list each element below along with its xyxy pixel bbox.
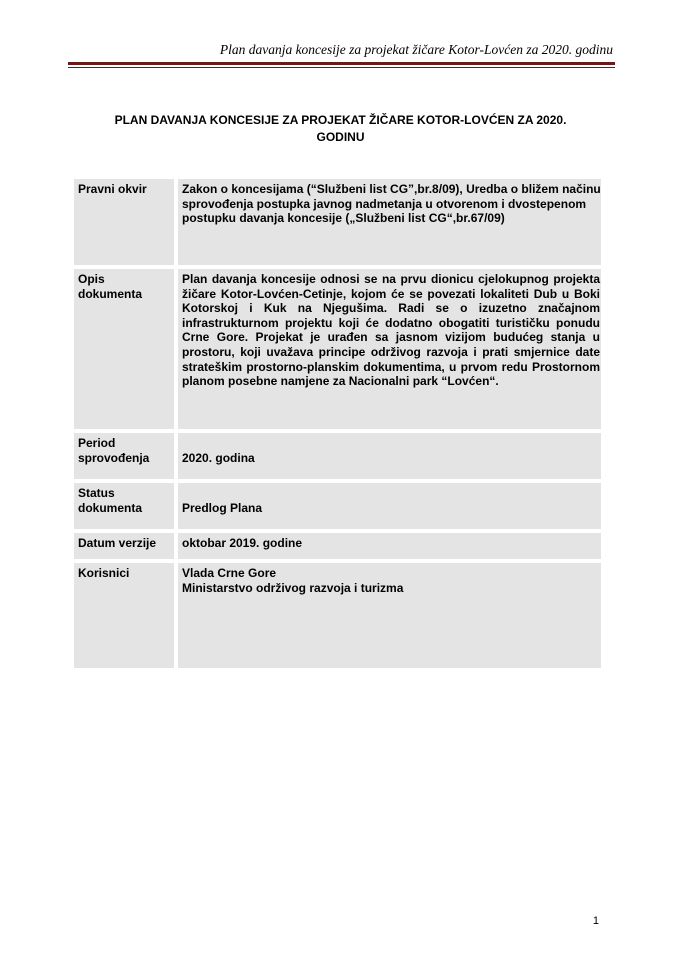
label-period-line1: Period	[78, 436, 116, 450]
value-period-sprovodjenja: 2020. godina	[178, 433, 601, 479]
value-korisnici	[178, 563, 601, 668]
label-status-line2: dokumenta	[78, 501, 143, 515]
label-korisnici: Korisnici	[74, 563, 174, 668]
document-title	[78, 112, 603, 146]
row-opis-dokumenta	[74, 269, 601, 429]
value-pravni-okvir: Zakon o koncesijama (“Službeni list CG”,br.8/09), Uredba o bližem načinu sprovođenja postupka javnog nadmetanja u otvorenom i dvostepenom postupku davanja koncesije („Službeni list CG“,br.67/09)	[178, 179, 601, 265]
row-korisnici	[74, 563, 601, 668]
value-datum-verzije: oktobar 2019. godine	[178, 533, 601, 559]
label-status-dokumenta	[74, 483, 174, 529]
document-title-line2: GODINU	[316, 130, 365, 144]
label-period-sprovodjenja	[74, 433, 174, 479]
running-header: Plan davanja koncesije za projekat žičare Kotor-Lovćen za 2020. godinu	[219, 42, 613, 57]
label-pravni-okvir: Pravni okvir	[74, 179, 174, 265]
value-opis-dokumenta: Plan davanja koncesije odnosi se na prvu dionicu cjelokupnog projekta žičare Kotor-Lovćen-Cetinje, kojom će se povezati lokaliteti Dub u Boki Kotorskoj i Kuk na Njegušima. Radi se o izuzetno značajnom infrastrukturnom projektu koji će dodatno obogatiti turističku ponudu Crne Gore. Projekat je urađen sa jasnom vizijom budućeg stanja u prostoru, koji uvažava principe održivog razvoja i prati smjernice date strateškim prostorno-planskim dokumentima, u prvom redu Prostornom planom posebne namjene za Nacionalni park “Lovćen“.	[178, 269, 601, 429]
value-korisnici-line2: Ministarstvo održivog razvoja i turizma	[182, 580, 404, 595]
row-status-dokumenta	[74, 483, 601, 529]
value-korisnici-line1: Vlada Crne Gore	[182, 566, 277, 580]
label-opis-line1: Opis	[78, 272, 105, 286]
info-table	[74, 179, 601, 672]
header-rule-thick	[68, 62, 615, 65]
label-opis-dokumenta	[74, 269, 174, 429]
label-status-line1: Status	[78, 486, 115, 500]
document-title-line1: PLAN DAVANJA KONCESIJE ZA PROJEKAT ŽIČARE KOTOR-LOVĆEN ZA 2020.	[114, 113, 567, 127]
label-period-line2: sprovođenja	[78, 451, 150, 465]
value-status-dokumenta: Predlog Plana	[178, 483, 601, 529]
header-rule-thin	[68, 67, 615, 68]
row-period-sprovodjenja	[74, 433, 601, 479]
row-datum-verzije	[74, 533, 601, 559]
page-number: 1	[592, 915, 599, 927]
label-datum-verzije: Datum verzije	[74, 533, 174, 559]
row-pravni-okvir	[74, 179, 601, 265]
label-opis-line2: dokumenta	[78, 287, 143, 301]
